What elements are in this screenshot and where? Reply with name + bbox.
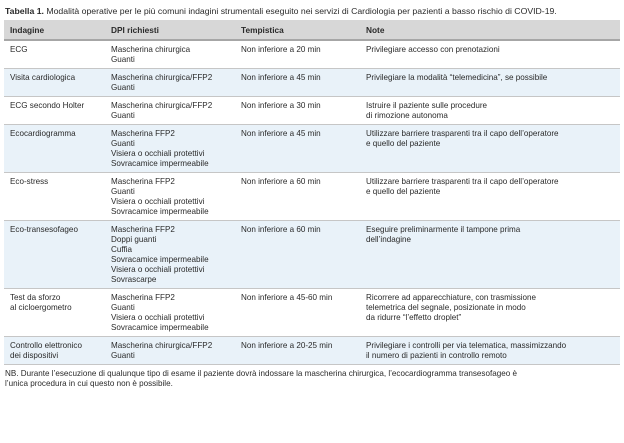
cell-dpi — [105, 125, 235, 173]
tempistica-line: Non inferiore a 45 min — [241, 73, 321, 82]
note-line: Privilegiare accesso con prenotazioni — [366, 45, 500, 54]
dpi-line: Visiera o occhiali protettivi — [111, 265, 205, 274]
dpi-line: Sovracamice impermeabile — [111, 255, 209, 264]
indagine-line: al cicloergometro — [10, 303, 72, 312]
note-line: Privilegiare la modalità “telemedicina”, se possibile — [366, 73, 548, 82]
cell-note — [360, 69, 620, 97]
cell-tempistica — [235, 40, 360, 69]
dpi-line: Guanti — [111, 111, 135, 120]
cell-tempistica — [235, 221, 360, 289]
cell-indagine — [4, 97, 105, 125]
tempistica-line: Non inferiore a 20 min — [241, 45, 321, 54]
tempistica-line: Non inferiore a 45-60 min — [241, 293, 333, 302]
cell-note — [360, 97, 620, 125]
cell-tempistica — [235, 125, 360, 173]
dpi-line: Guanti — [111, 303, 135, 312]
note-line: Ricorrere ad apparecchiature, con trasmissione — [366, 293, 537, 302]
table-row — [4, 173, 620, 221]
dpi-line: Visiera o occhiali protettivi — [111, 197, 205, 206]
cell-dpi — [105, 97, 235, 125]
header-dpi: DPI richiesti — [105, 20, 235, 40]
cell-note — [360, 221, 620, 289]
tempistica-line: Non inferiore a 45 min — [241, 129, 321, 138]
cell-tempistica — [235, 173, 360, 221]
cell-note — [360, 125, 620, 173]
dpi-line: Cuffia — [111, 245, 132, 254]
table-row — [4, 125, 620, 173]
cell-tempistica — [235, 289, 360, 337]
tempistica-line: Non inferiore a 60 min — [241, 225, 321, 234]
note-line: Eseguire preliminarmente il tampone prima — [366, 225, 521, 234]
dpi-line: Sovracamice impermeabile — [111, 159, 209, 168]
note-line: Utilizzare barriere trasparenti tra il capo dell’operatore — [366, 177, 559, 186]
cell-note — [360, 337, 620, 365]
note-line: e quello del paziente — [366, 139, 441, 148]
header-note: Note — [360, 20, 620, 40]
caption-text: Modalità operative per le più comuni indagini strumentali eseguito nei servizi di Cardiologia per pazienti a basso rischio di COVID-19. — [43, 6, 557, 16]
cell-note — [360, 173, 620, 221]
dpi-line: Sovrascarpe — [111, 275, 157, 284]
footnote-line: l’unica procedura in cui questo non è possibile. — [5, 379, 173, 388]
tempistica-line: Non inferiore a 60 min — [241, 177, 321, 186]
note-line: di rimozione autonoma — [366, 111, 448, 120]
dpi-line: Guanti — [111, 83, 135, 92]
indagine-line: Eco-transesofageo — [10, 225, 78, 234]
table-row — [4, 40, 620, 69]
indagine-line: Visita cardiologica — [10, 73, 76, 82]
dpi-line: Guanti — [111, 139, 135, 148]
header-indagine: Indagine — [4, 20, 105, 40]
tempistica-line: Non inferiore a 20-25 min — [241, 341, 333, 350]
caption-label: Tabella 1. — [5, 6, 44, 16]
dpi-line: Mascherina FFP2 — [111, 177, 175, 186]
note-line: da ridurre “l’effetto droplet” — [366, 313, 462, 322]
table-body — [4, 40, 620, 365]
dpi-line: Doppi guanti — [111, 235, 157, 244]
cell-dpi — [105, 40, 235, 69]
footnote — [5, 369, 619, 389]
cell-dpi — [105, 337, 235, 365]
cell-tempistica — [235, 337, 360, 365]
dpi-line: Guanti — [111, 351, 135, 360]
dpi-line: Mascherina FFP2 — [111, 293, 175, 302]
dpi-line: Mascherina chirurgica — [111, 45, 191, 54]
note-line: Privilegiare i controlli per via telematica, massimizzando — [366, 341, 567, 350]
indagine-line: Ecocardiogramma — [10, 129, 76, 138]
dpi-line: Visiera o occhiali protettivi — [111, 149, 205, 158]
table-row — [4, 337, 620, 365]
indagine-line: dei dispositivi — [10, 351, 59, 360]
table-row — [4, 97, 620, 125]
header-tempistica: Tempistica — [235, 20, 360, 40]
dpi-line: Mascherina chirurgica/FFP2 — [111, 341, 213, 350]
cell-dpi — [105, 221, 235, 289]
cell-indagine — [4, 40, 105, 69]
footnote-line: NB. Durante l’esecuzione di qualunque tipo di esame il paziente dovrà indossare la mascherina chirurgica, l’ecocardiogramma transesofageo è — [5, 369, 517, 378]
cell-indagine — [4, 69, 105, 97]
table-caption — [5, 5, 620, 17]
cell-tempistica — [235, 97, 360, 125]
dpi-line: Mascherina FFP2 — [111, 129, 175, 138]
cell-indagine — [4, 221, 105, 289]
cell-tempistica — [235, 69, 360, 97]
note-line: Utilizzare barriere trasparenti tra il capo dell’operatore — [366, 129, 559, 138]
dpi-line: Mascherina chirurgica/FFP2 — [111, 73, 213, 82]
indagine-line: ECG — [10, 45, 28, 54]
note-line: il numero di pazienti in controllo remoto — [366, 351, 507, 360]
dpi-line: Visiera o occhiali protettivi — [111, 313, 205, 322]
note-line: Istruire il paziente sulle procedure — [366, 101, 488, 110]
table-row — [4, 289, 620, 337]
cell-note — [360, 40, 620, 69]
note-line: dell’indagine — [366, 235, 412, 244]
cell-indagine — [4, 125, 105, 173]
cell-indagine — [4, 173, 105, 221]
dpi-line: Sovracamice impermeabile — [111, 207, 209, 216]
indagine-line: Test da sforzo — [10, 293, 61, 302]
dpi-line: Sovracamice impermeabile — [111, 323, 209, 332]
dpi-line: Mascherina chirurgica/FFP2 — [111, 101, 213, 110]
note-line: telemetrica del segnale, posizionate in modo — [366, 303, 526, 312]
cell-note — [360, 289, 620, 337]
table-row — [4, 221, 620, 289]
indagine-line: Controllo elettronico — [10, 341, 82, 350]
dpi-line: Guanti — [111, 55, 135, 64]
dpi-line: Guanti — [111, 187, 135, 196]
table-header-row — [4, 20, 620, 40]
cell-dpi — [105, 69, 235, 97]
cell-indagine — [4, 337, 105, 365]
table-row — [4, 69, 620, 97]
indagine-line: ECG secondo Holter — [10, 101, 85, 110]
tempistica-line: Non inferiore a 30 min — [241, 101, 321, 110]
cell-dpi — [105, 173, 235, 221]
note-line: e quello del paziente — [366, 187, 441, 196]
procedures-table — [4, 20, 620, 365]
cell-dpi — [105, 289, 235, 337]
indagine-line: Eco-stress — [10, 177, 49, 186]
dpi-line: Mascherina FFP2 — [111, 225, 175, 234]
cell-indagine — [4, 289, 105, 337]
